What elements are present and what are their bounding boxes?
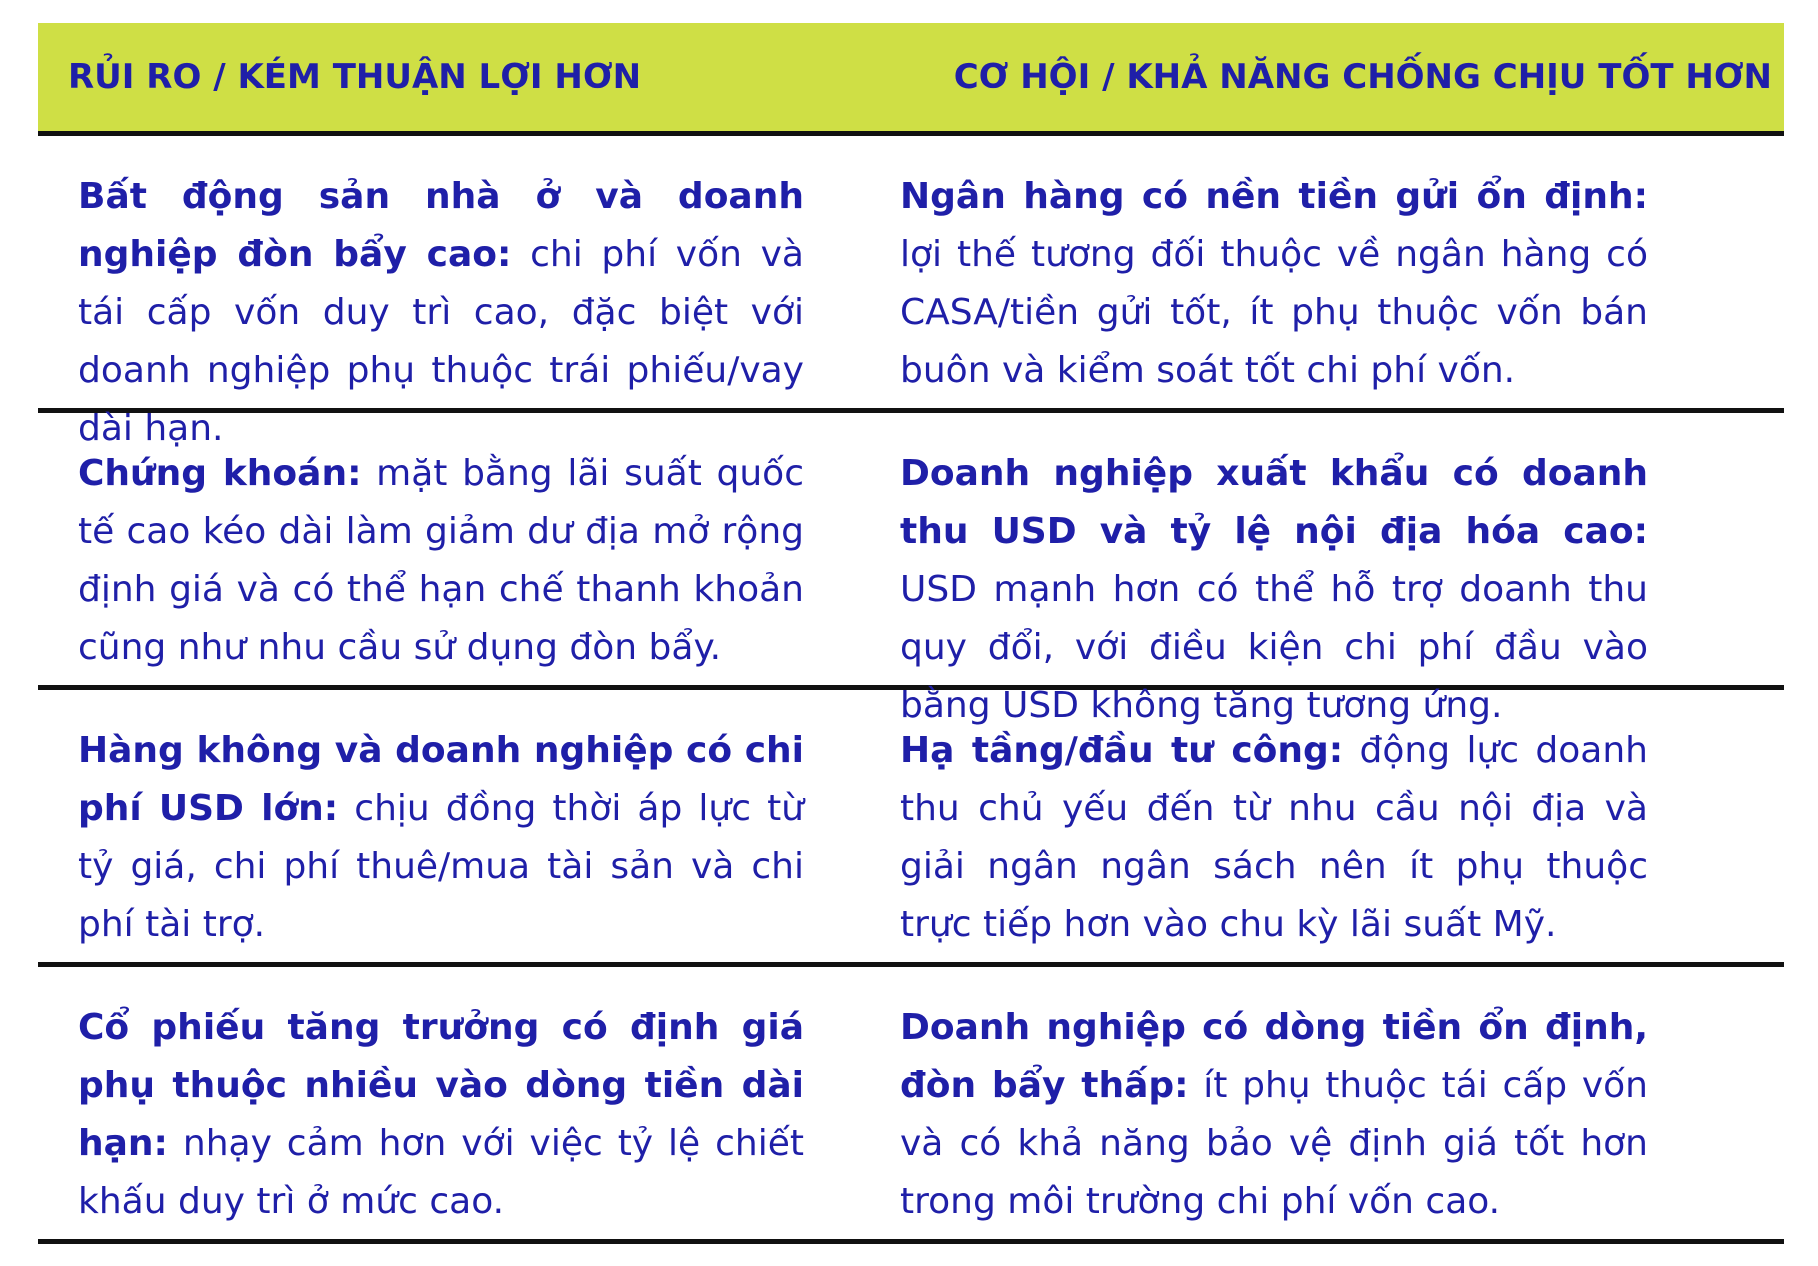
table-header [38, 23, 1784, 131]
opportunity-text: USD mạnh hơn có thể hỗ trợ doanh thu quy đổi, với điều kiện chi phí đầu vào bằng USD không tăng tương ứng. [900, 569, 1648, 726]
opportunity-cell [900, 168, 1648, 400]
opportunity-text: lợi thế tương đối thuộc về ngân hàng có CASA/tiền gửi tốt, ít phụ thuộc vốn bán buôn và kiểm soát tốt chi phí vốn. [900, 234, 1648, 391]
table-row [38, 690, 1784, 962]
risk-heading: Cổ phiếu tăng trưởng có định giá phụ thuộc nhiều vào dòng tiền dài hạn: [78, 1007, 804, 1164]
risk-heading: Hàng không và doanh nghiệp có chi phí USD lớn: [78, 730, 804, 829]
risk-cell [78, 722, 804, 954]
header-risk: RỦI RO / KÉM THUẬN LỢI HƠN [68, 57, 642, 97]
risk-text: chi phí vốn và tái cấp vốn duy trì cao, đặc biệt với doanh nghiệp phụ thuộc trái phiếu/vay dài hạn. [78, 234, 804, 449]
comparison-table [38, 23, 1784, 1244]
risk-heading: Chứng khoán: [78, 453, 362, 494]
opportunity-heading: Ngân hàng có nền tiền gửi ổn định: [900, 176, 1648, 217]
opportunity-cell [900, 722, 1648, 954]
opportunity-cell [900, 999, 1648, 1231]
risk-text: mặt bằng lãi suất quốc tế cao kéo dài làm giảm dư địa mở rộng định giá và có thể hạn chế thanh khoản cũng như nhu cầu sử dụng đòn bẩy. [78, 453, 804, 668]
opportunity-text: ít phụ thuộc tái cấp vốn và có khả năng bảo vệ định giá tốt hơn trong môi trường chi phí vốn cao. [900, 1065, 1649, 1222]
header-opportunity: CƠ HỘI / KHẢ NĂNG CHỐNG CHỊU TỐT HƠN [953, 57, 1772, 97]
risk-cell [78, 999, 804, 1231]
risk-text: nhạy cảm hơn với việc tỷ lệ chiết khấu duy trì ở mức cao. [78, 1123, 804, 1222]
table-row [38, 967, 1784, 1239]
risk-heading: Bất động sản nhà ở và doanh nghiệp đòn bẩy cao: [78, 176, 804, 275]
risk-text: chịu đồng thời áp lực từ tỷ giá, chi phí thuê/mua tài sản và chi phí tài trợ. [78, 788, 804, 945]
opportunity-heading: Hạ tầng/đầu tư công: [900, 730, 1344, 771]
table-row [38, 136, 1784, 449]
risk-cell [78, 445, 804, 677]
opportunity-heading: Doanh nghiệp có dòng tiền ổn định, đòn bẩy thấp: [900, 1007, 1648, 1106]
opportunity-heading: Doanh nghiệp xuất khẩu có doanh thu USD và tỷ lệ nội địa hóa cao: [900, 453, 1648, 552]
divider [38, 1239, 1784, 1244]
table-row [38, 413, 1784, 726]
opportunity-text: động lực doanh thu chủ yếu đến từ nhu cầu nội địa và giải ngân ngân sách nên ít phụ thuộc trực tiếp hơn vào chu kỳ lãi suất Mỹ. [900, 730, 1648, 945]
